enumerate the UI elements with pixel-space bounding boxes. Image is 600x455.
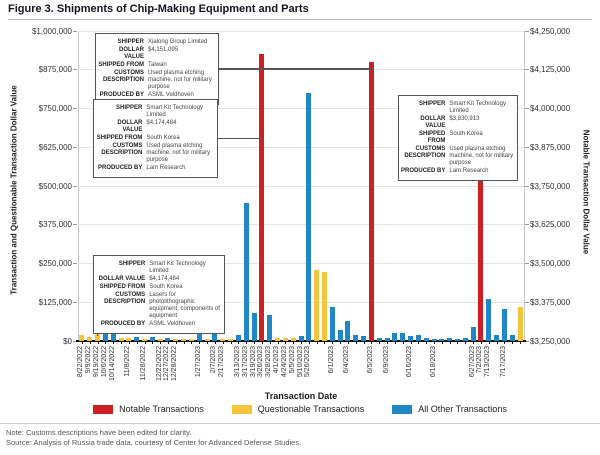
x-tick-mark (348, 341, 349, 344)
x-axis-date-label: 6/9/2023 (382, 346, 390, 374)
questionable-transaction-bar (173, 339, 178, 341)
annotation-row (98, 92, 213, 99)
annotation-row (96, 143, 212, 164)
annotation-row (96, 284, 219, 291)
left-tick-mark (73, 69, 77, 70)
x-axis-date-label: 3/28/2023 (265, 346, 273, 378)
right-axis-tick-label: $3,875,000 (530, 142, 571, 152)
x-axis-date-label: 4/24/2023 (280, 346, 288, 378)
legend-label: All Other Transactions (418, 404, 507, 414)
other-transaction-bar (392, 333, 397, 341)
annotation-field-label: CUSTOMS DESCRIPTION (102, 70, 144, 83)
annotation-field-label: SHIPPER (116, 105, 143, 111)
gridline (78, 31, 524, 32)
x-axis-date-label: 6/16/2023 (406, 346, 414, 378)
annotation-row (96, 120, 212, 134)
leader-line (480, 181, 482, 183)
annotation-field-value: Lam Research (146, 165, 186, 171)
notable-swatch-icon (93, 405, 113, 414)
x-axis-date-label: 2/7/2023 (210, 346, 218, 374)
annotation-field-label: SHIPPER (118, 261, 146, 267)
annotation-field-value: $3,830,913 (449, 116, 480, 122)
questionable-transaction-bar (142, 339, 147, 341)
right-axis-title: Notable Transaction Dollar Value (581, 129, 591, 255)
x-tick-mark (332, 341, 333, 344)
annotation-field-value: ASML Veldhoven (149, 321, 195, 327)
other-transaction-bar (150, 337, 155, 341)
left-axis-tick-label: $125,000 (38, 297, 72, 307)
right-tick-mark (525, 186, 529, 187)
x-tick-mark (98, 341, 99, 344)
x-tick-mark (184, 341, 185, 344)
x-axis-date-label: 3/17/2023 (241, 346, 249, 378)
x-axis-date-label: 7/2/2023 (476, 346, 484, 374)
other-transaction-bar (447, 338, 452, 341)
annotation-row (401, 131, 512, 145)
x-tick-mark (411, 341, 412, 344)
x-tick-mark (207, 341, 208, 344)
other-transaction-bar (455, 339, 460, 341)
left-axis-tick-label: $875,000 (38, 65, 72, 75)
annotation-row (98, 39, 213, 46)
x-axis-date-label: 12/22/2022 (155, 346, 163, 382)
questionable-transaction-bar (79, 335, 84, 341)
annotation-row (98, 62, 213, 69)
other-transaction-bar (353, 335, 358, 341)
right-axis-tick-label: $4,000,000 (530, 104, 571, 113)
left-axis-tick-label: $0 (63, 336, 72, 346)
left-axis-tick-label: $750,000 (38, 104, 72, 113)
x-axis-date-label: 10/6/2022 (100, 346, 108, 378)
annotation-row (96, 276, 219, 283)
x-tick-mark (278, 341, 279, 344)
annotation-field-label: SHIPPER (117, 39, 144, 45)
legend-item-all-other (392, 404, 507, 414)
other-transaction-bar (244, 203, 249, 341)
annotation-field-value: Lam Research (449, 168, 489, 174)
x-tick-mark (489, 341, 490, 344)
x-tick-mark (238, 341, 239, 344)
other-transaction-bar (345, 321, 350, 341)
other-transaction-bar (103, 333, 108, 341)
questionable-transaction-bar (189, 339, 194, 341)
x-tick-mark (426, 341, 427, 344)
left-tick-mark (73, 263, 77, 264)
left-axis-tick-label: $1,000,000 (31, 26, 72, 36)
x-tick-mark (457, 341, 458, 344)
left-axis-tick-label: $500,000 (38, 181, 72, 191)
x-tick-mark (215, 341, 216, 344)
annotation-field-label: DOLLAR VALUE (119, 47, 144, 60)
note-text: Note: Customs descriptions have been edited for clarity. (6, 428, 192, 437)
annotation-field-value: Smart Kit Technology Limited (146, 105, 203, 118)
other-transaction-bar (494, 335, 499, 341)
annotation-row (96, 321, 219, 328)
x-tick-mark (450, 341, 451, 344)
x-tick-mark (270, 341, 271, 344)
x-tick-mark (340, 341, 341, 344)
annotation-row (401, 116, 512, 130)
questionable-swatch-icon (232, 405, 252, 414)
right-tick-mark (525, 302, 529, 303)
x-axis-date-label: 6/4/2023 (343, 346, 351, 374)
annotation-field-value: Lasers for photolithographic equipment, components of equipment (149, 292, 220, 319)
annotation-field-value: Used plasma etching machine, not for military purpose (146, 143, 211, 163)
annotation-field-value: Used plasma etching machine, not for military purpose (148, 70, 212, 90)
annotation-field-value: Smart Kit Technology Limited (449, 101, 506, 114)
other-transaction-bar (165, 338, 170, 341)
right-tick-mark (525, 147, 529, 148)
x-tick-mark (152, 341, 153, 344)
annotation-row (96, 261, 219, 275)
x-tick-mark (379, 341, 380, 344)
annotation-field-label: CUSTOMS DESCRIPTION (104, 292, 146, 305)
x-axis-title: Transaction Date (264, 391, 338, 401)
x-tick-mark (371, 341, 372, 344)
other-transaction-bar (134, 337, 139, 341)
x-axis-date-label: 12/27/2022 (163, 346, 171, 382)
questionable-transaction-bar (126, 338, 131, 341)
x-tick-mark (293, 341, 294, 344)
legend-label: Notable Transactions (119, 404, 204, 414)
other-transaction-bar (330, 307, 335, 341)
annotation-field-value: South Korea (149, 284, 183, 290)
annotation-field-value: Xialong Group Limited (148, 39, 208, 45)
notable-transaction-bar (478, 161, 483, 341)
x-tick-mark (364, 341, 365, 344)
x-axis-date-label: 11/8/2022 (124, 346, 132, 377)
x-tick-mark (356, 341, 357, 344)
x-tick-mark (176, 341, 177, 344)
x-tick-mark (191, 341, 192, 344)
x-axis-date-label: 5/26/2023 (304, 346, 312, 378)
x-axis-date-label: 9/19/2022 (93, 346, 101, 378)
questionable-transaction-bar (181, 339, 186, 341)
annotation-field-value: ASML Veldhoven (148, 92, 194, 98)
annotation-row (98, 47, 213, 61)
annotation-row (98, 70, 213, 91)
x-axis-date-label: 10/14/2022 (108, 346, 116, 382)
all-other-swatch-icon (392, 405, 412, 414)
footer-divider (0, 423, 600, 424)
x-tick-mark (90, 341, 91, 344)
other-transaction-bar (416, 335, 421, 341)
x-tick-mark (301, 341, 302, 344)
right-tick-mark (525, 69, 529, 70)
x-tick-mark (473, 341, 474, 344)
x-tick-mark (254, 341, 255, 344)
annotation-row (401, 168, 512, 175)
x-tick-mark (121, 341, 122, 344)
x-tick-mark (434, 341, 435, 344)
left-axis-tick-label: $625,000 (38, 142, 72, 152)
annotation-field-value: South Korea (146, 135, 180, 141)
x-tick-mark (481, 341, 482, 344)
other-transaction-bar (502, 309, 507, 341)
x-tick-mark (199, 341, 200, 344)
other-transaction-bar (486, 299, 491, 341)
left-tick-mark (73, 108, 77, 109)
figure-title: Figure 3. Shipments of Chip-Making Equipment and Parts (8, 3, 309, 15)
annotation-field-value: South Korea (449, 131, 483, 137)
x-tick-mark (465, 341, 466, 344)
x-tick-mark (418, 341, 419, 344)
x-axis-date-label: 11/28/2022 (140, 346, 147, 381)
x-tick-mark (168, 341, 169, 344)
x-axis-date-label: 2/17/2023 (218, 346, 226, 378)
x-axis-date-label: 6/18/2023 (429, 346, 437, 378)
x-axis-date-label: 1/27/2023 (194, 346, 202, 378)
other-transaction-bar (408, 336, 413, 341)
right-axis-tick-label: $4,250,000 (530, 26, 571, 36)
x-axis-date-label: 3/26/2023 (257, 346, 265, 378)
questionable-transaction-bar (205, 339, 210, 341)
notable-transaction-bar (259, 54, 264, 341)
x-axis-date-label: 9/9/2022 (85, 346, 93, 374)
x-tick-mark (113, 341, 114, 344)
left-tick-mark (73, 186, 77, 187)
right-tick-mark (525, 31, 529, 32)
annotation-field-label: DOLLAR VALUE (98, 276, 146, 282)
x-axis-date-label: 5/10/2023 (296, 346, 304, 378)
leader-line (218, 138, 264, 140)
questionable-transaction-bar (283, 338, 288, 341)
x-tick-mark (387, 341, 388, 344)
annotation-box (95, 33, 219, 105)
annotation-field-value: Taiwan (148, 62, 167, 68)
leader-line (97, 334, 99, 336)
x-axis-date-label: 12/28/2022 (171, 346, 179, 382)
annotation-field-value: Smart Kit Technology Limited (149, 261, 206, 274)
annotation-field-label: SHIPPED FROM (99, 284, 146, 290)
leader-line (219, 68, 374, 70)
right-tick-mark (525, 263, 529, 264)
x-axis-date-label: 3/19/2023 (249, 346, 257, 378)
questionable-transaction-bar (314, 270, 319, 341)
source-text: Source: Analysis of Russia trade data, courtesy of Center for Advanced Defense Studies. (6, 438, 302, 447)
annotation-field-label: SHIPPED FROM (419, 131, 446, 144)
other-transaction-bar (111, 333, 116, 341)
left-tick-mark (73, 31, 77, 32)
annotation-field-label: DOLLAR VALUE (117, 120, 143, 133)
x-tick-mark (223, 341, 224, 344)
other-transaction-bar (236, 335, 241, 341)
other-transaction-bar (432, 339, 437, 341)
x-axis-date-label: 6/5/2023 (366, 346, 374, 374)
other-transaction-bar (424, 338, 429, 341)
title-divider (8, 19, 592, 20)
x-tick-mark (285, 341, 286, 344)
other-transaction-bar (299, 336, 304, 341)
legend (0, 404, 600, 414)
other-transaction-bar (400, 333, 405, 341)
questionable-transaction-bar (291, 338, 296, 341)
x-axis-date-label: 6/27/2023 (468, 346, 476, 378)
other-transaction-bar (439, 339, 444, 341)
annotation-box (398, 95, 518, 181)
x-tick-mark (497, 341, 498, 344)
right-axis-tick-label: $3,375,000 (530, 297, 571, 307)
right-axis-tick-label: $4,125,000 (530, 65, 571, 75)
x-tick-mark (137, 341, 138, 344)
other-transaction-bar (306, 93, 311, 341)
questionable-transaction-bar (275, 338, 280, 341)
annotation-field-value: $4,174,484 (149, 276, 180, 282)
legend-label: Questionable Transactions (257, 404, 365, 414)
annotation-row (96, 105, 212, 119)
right-axis-tick-label: $3,250,000 (530, 336, 571, 346)
left-tick-mark (73, 147, 77, 148)
annotation-row (401, 146, 512, 167)
annotation-row (401, 101, 512, 115)
left-axis-title: Transaction and Questionable Transaction Dollar Value (9, 85, 19, 295)
other-transaction-bar (385, 338, 390, 341)
x-tick-mark (504, 341, 505, 344)
other-transaction-bar (463, 338, 468, 341)
questionable-transaction-bar (158, 339, 163, 341)
annotation-field-label: PRODUCED BY (99, 92, 144, 98)
x-tick-mark (129, 341, 130, 344)
annotation-field-label: DOLLAR VALUE (420, 116, 446, 129)
other-transaction-bar (471, 327, 476, 341)
other-transaction-bar (510, 335, 515, 341)
gridline (78, 186, 524, 187)
other-transaction-bar (338, 330, 343, 341)
x-axis-date-label: 7/17/2023 (499, 346, 507, 378)
x-tick-mark (105, 341, 106, 344)
x-tick-mark (160, 341, 161, 344)
annotation-field-label: SHIPPER (419, 101, 446, 107)
annotation-field-value: $4,151,095 (148, 47, 179, 53)
x-tick-mark (231, 341, 232, 344)
right-tick-mark (525, 224, 529, 225)
x-tick-mark (317, 341, 318, 344)
x-axis-date-label: 8/22/2022 (77, 346, 85, 378)
questionable-transaction-bar (119, 338, 124, 341)
annotation-row (96, 165, 212, 172)
other-transaction-bar (361, 336, 366, 341)
x-axis-date-label: 4/1/2023 (273, 346, 281, 374)
notable-transaction-bar (369, 62, 374, 341)
annotation-box (93, 99, 218, 178)
legend-item-notable (93, 404, 204, 414)
annotation-field-label: PRODUCED BY (401, 168, 446, 174)
x-tick-mark (512, 341, 513, 344)
other-transaction-bar (267, 315, 272, 341)
x-tick-mark (262, 341, 263, 344)
left-tick-mark (73, 302, 77, 303)
annotation-row (96, 135, 212, 142)
x-axis-date-label: 7/13/2023 (484, 346, 492, 378)
x-tick-mark (442, 341, 443, 344)
left-axis-tick-label: $375,000 (38, 220, 72, 230)
x-tick-mark (520, 341, 521, 344)
left-axis-tick-label: $250,000 (38, 259, 72, 268)
x-tick-mark (403, 341, 404, 344)
annotation-field-value: $4,174,484 (146, 120, 177, 126)
x-axis-date-label: 6/1/2023 (327, 346, 335, 374)
right-axis-tick-label: $3,625,000 (530, 220, 571, 230)
x-axis-date-label: 3/13/2023 (233, 346, 241, 378)
annotation-field-value: Used plasma etching machine, not for military purpose (449, 146, 514, 166)
x-tick-mark (395, 341, 396, 344)
annotation-field-label: PRODUCED BY (98, 165, 143, 171)
annotation-field-label: PRODUCED BY (100, 321, 146, 327)
x-tick-mark (145, 341, 146, 344)
x-tick-mark (246, 341, 247, 344)
annotation-field-label: SHIPPED FROM (98, 62, 144, 68)
x-tick-mark (309, 341, 310, 344)
questionable-transaction-bar (518, 307, 523, 341)
annotation-field-label: CUSTOMS DESCRIPTION (404, 146, 446, 159)
x-tick-mark (82, 341, 83, 344)
annotation-field-label: SHIPPED FROM (96, 135, 143, 141)
right-axis-tick-label: $3,500,000 (530, 259, 571, 268)
annotation-box (93, 255, 225, 334)
right-tick-mark (525, 108, 529, 109)
other-transaction-bar (252, 313, 257, 341)
legend-item-questionable (232, 404, 365, 414)
gridline (78, 224, 524, 225)
right-axis-tick-label: $3,750,000 (530, 181, 571, 191)
questionable-transaction-bar (228, 339, 233, 341)
questionable-transaction-bar (220, 339, 225, 341)
questionable-transaction-bar (87, 337, 92, 341)
annotation-row (96, 292, 219, 320)
questionable-transaction-bar (322, 272, 327, 341)
other-transaction-bar (377, 338, 382, 341)
annotation-field-label: CUSTOMS DESCRIPTION (101, 143, 143, 156)
x-axis-date-label: 5/5/2023 (288, 346, 296, 374)
x-tick-mark (324, 341, 325, 344)
left-tick-mark (73, 224, 77, 225)
